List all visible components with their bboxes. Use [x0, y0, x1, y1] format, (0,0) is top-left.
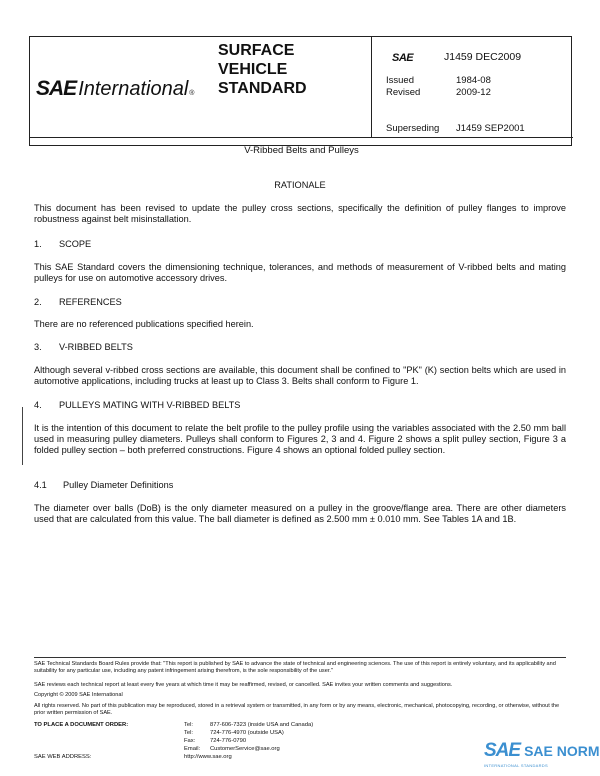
- tel2-label: Tel:: [184, 730, 194, 736]
- superseding-row: [386, 123, 525, 134]
- email-value[interactable]: CustomerService@sae.org: [210, 746, 280, 752]
- section-title: Pulley Diameter Definitions: [63, 480, 174, 490]
- section-3-heading: [34, 342, 566, 353]
- tel2-value: 724-776-4970 (outside USA): [210, 730, 284, 736]
- logo-trademark: ®: [189, 90, 195, 97]
- section-title: V-RIBBED BELTS: [59, 342, 133, 352]
- tel-label: Tel:: [184, 722, 194, 728]
- document-title: V-Ribbed Belts and Pulleys: [244, 145, 359, 156]
- standard-type-line: SURFACE: [218, 42, 295, 59]
- footer-rights-text: All rights reserved. No part of this publication may be reproduced, stored in a retrieval system or transmitted, in any form or by any means, electronic, mechanical, photocopying, recording, or otherwise, without the prior written permission of SAE.: [34, 703, 560, 716]
- section-title: REFERENCES: [59, 297, 122, 307]
- issued-label: Issued: [386, 75, 414, 86]
- watermark-norm-text: SAE NORM: [524, 743, 600, 759]
- section-number: 4.: [34, 400, 42, 410]
- web-value[interactable]: http://www.sae.org: [184, 754, 232, 760]
- tel-value: 877-606-7323 (inside USA and Canada): [210, 722, 314, 728]
- logo-sae-text: SAE: [36, 77, 77, 100]
- footer-divider: [34, 657, 566, 658]
- document-header: [29, 36, 572, 156]
- section-4-1-text: The diameter over balls (DoB) is the only diameter measured on a pulley in the groove/flange area. There are other diameters used that are calculated from this value. The ball diameter is defined as 2.500 mm ± 0.010 mm. See Tables 1A and 1B.: [34, 503, 566, 524]
- issued-value: 1984-08: [456, 75, 491, 86]
- section-3-text: Although several v-ribbed cross sections are available, this document shall be confined to "PK" (K) section belts which are used in automotive applications, including trucks at least up to Class 3. Belts shall conform to Figure 1.: [34, 365, 566, 386]
- revised-label: Revised: [386, 87, 421, 98]
- section-title: PULLEYS MATING WITH V-RIBBED BELTS: [59, 400, 241, 410]
- footer-review-text: SAE reviews each technical report at least every five years at which time it may be reaffirmed, revised, or cancelled. SAE invites your written comments and suggestions.: [34, 682, 453, 688]
- logo-international-text: International: [78, 78, 189, 100]
- fax-value: 724-776-0790: [210, 738, 247, 744]
- sae-norm-watermark: [484, 740, 600, 762]
- section-title: SCOPE: [59, 239, 92, 249]
- issued-row: [386, 75, 491, 86]
- rationale-text: This document has been revised to update the pulley cross sections, specifically the definition of pulley flanges to improve robustness against belt misinstallation.: [34, 203, 566, 224]
- section-4-heading: [34, 400, 566, 411]
- email-label: Email:: [184, 746, 201, 752]
- section-number: 4.1: [34, 480, 47, 490]
- standard-type-line: STANDARD: [218, 80, 307, 97]
- footer-copyright: Copyright © 2009 SAE International: [34, 692, 123, 698]
- order-label: TO PLACE A DOCUMENT ORDER:: [34, 722, 129, 728]
- section-number: 1.: [34, 239, 42, 249]
- watermark-sae-logo: SAE: [484, 740, 521, 761]
- section-1-heading: [34, 239, 566, 250]
- sae-small-logo: SAE: [392, 52, 414, 64]
- superseding-label: Superseding: [386, 123, 440, 134]
- standard-type-line: VEHICLE: [218, 61, 288, 78]
- watermark-subtext: INTERNATIONAL STANDARDS: [484, 763, 548, 768]
- section-number: 2.: [34, 297, 42, 307]
- revised-value: 2009-12: [456, 87, 491, 98]
- section-number: 3.: [34, 342, 42, 352]
- section-2-text: There are no referenced publications specified herein.: [34, 319, 254, 329]
- revised-row: [386, 87, 491, 98]
- header-divider-horizontal: [30, 137, 573, 138]
- standard-type: [218, 41, 307, 98]
- section-1-text: This SAE Standard covers the dimensioning technique, tolerances, and methods of measurement of V-ribbed belts and mating pulleys for use on automotive accessory drives.: [34, 262, 566, 283]
- section-4-text: It is the intention of this document to relate the belt profile to the pulley profile using the variables associated with the 2.50 mm ball used in measuring pulley diameters. Pulleys shall conform to Figures 2, 3 and 4. Figure 2 shows a split pulley section, Figure 3 a folded pulley section – both preferred constructions. Figure 4 shows an optional folded pulley section.: [34, 423, 566, 455]
- section-2-heading: [34, 297, 566, 308]
- superseding-value: J1459 SEP2001: [456, 123, 525, 134]
- section-4-1-heading: [34, 480, 566, 491]
- sae-international-logo: [36, 77, 194, 101]
- fax-label: Fax:: [184, 738, 196, 744]
- footer-rules-text: SAE Technical Standards Board Rules provide that: "This report is published by SAE to advance the state of technical and engineering sciences. The use of this report is entirely voluntary, and its applicability and suitability for any particular use, including any patent infringement arising therefrom, is the sole responsibility of the user.": [34, 661, 556, 674]
- rationale-heading: RATIONALE: [274, 180, 326, 190]
- document-number: J1459 DEC2009: [444, 51, 522, 63]
- revision-change-bar: [22, 407, 23, 465]
- header-divider-vertical: [371, 37, 372, 137]
- web-label: SAE WEB ADDRESS:: [34, 754, 92, 760]
